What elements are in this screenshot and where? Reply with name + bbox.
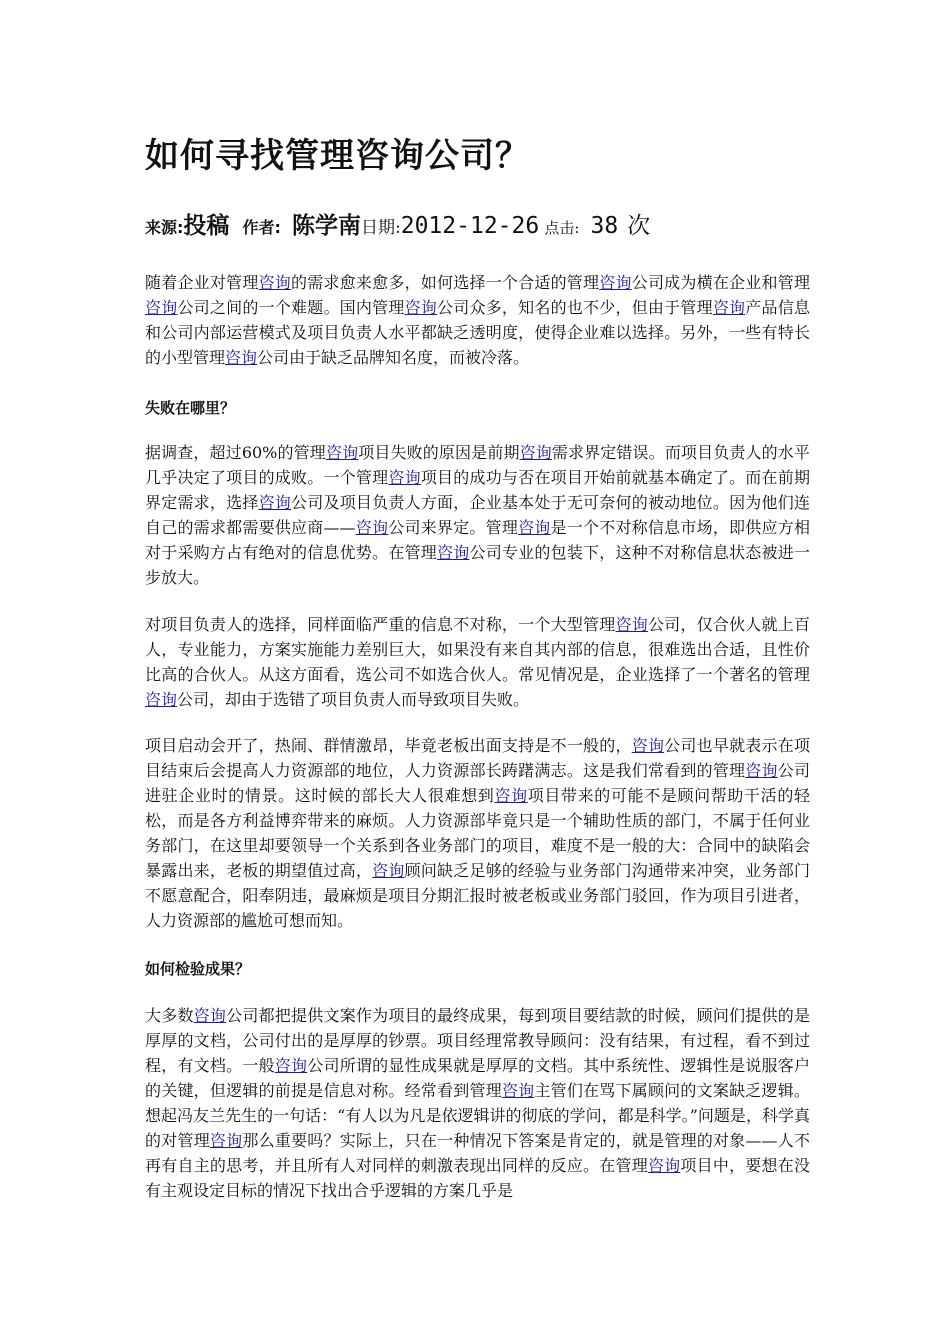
paragraph-intro: 随着企业对管理咨询的需求愈来愈多，如何选择一个合适的管理咨询公司成为横在企业和管理咨询公司之间的一个难题。国内管理咨询公司众多，知名的也不少，但由于管理咨询产品信息和公司内部运营模式及项目负责人水平都缺乏透明度，使得企业难以选择。另外，一些有特长的小型管理咨询公司由于缺乏品牌知名度，而被冷落。 <box>145 273 810 367</box>
consulting-link[interactable]: 咨询 <box>193 1006 227 1025</box>
date-value: 2012-12-26 <box>400 213 540 239</box>
author-label: 作者: <box>242 218 281 237</box>
consulting-link[interactable]: 咨询 <box>258 493 292 512</box>
clicks-unit: 次 <box>627 213 651 239</box>
author-value: 陈学南 <box>292 213 361 239</box>
date-label: 日期: <box>361 218 401 238</box>
consulting-link[interactable]: 咨询 <box>519 443 552 462</box>
source-value: 投稿 <box>183 213 230 239</box>
clicks-label: 点击: <box>544 219 580 237</box>
consulting-link[interactable]: 咨询 <box>209 1131 243 1150</box>
consulting-link[interactable]: 咨询 <box>494 786 528 805</box>
consulting-link[interactable]: 咨询 <box>225 348 258 367</box>
consulting-link[interactable]: 咨询 <box>145 298 178 317</box>
consulting-link[interactable]: 咨询 <box>437 543 470 562</box>
consulting-link[interactable]: 咨询 <box>647 1156 681 1175</box>
consulting-link[interactable]: 咨询 <box>631 736 665 755</box>
paragraph-deliverables: 大多数咨询公司都把提供文案作为项目的最终成果，每到项目要结款的时候，顾问们提供的是厚厚的文档，公司付出的是厚厚的钞票。项目经理常教导顾问：没有结果，有过程，看不到过程，有文档。一般咨询公司所谓的显性成果就是厚厚的文档。其中系统性、逻辑性是说服客户的关键，但逻辑的前提是信息对称。经常看到管理咨询主管们在骂下属顾问的文案缺乏逻辑。想起冯友兰先生的一句话：“有人以为凡是依逻辑讲的彻底的学问，都是科学。”问题是，科学真的对管理咨询那么重要吗？实际上，只在一种情况下答案是肯定的，就是管理的对象——人不再有自主的思考，并且所有人对同样的刺激表现出同样的反应。在管理咨询项目中，要想在没有主观设定目标的情况下找出合乎逻辑的方案几乎是 <box>145 1006 810 1200</box>
consulting-link[interactable]: 咨询 <box>745 761 778 780</box>
consulting-link[interactable]: 咨询 <box>599 273 632 292</box>
paragraph-partner-selection: 对项目负责人的选择，同样面临严重的信息不对称，一个大型管理咨询公司，仅合伙人就上百人，专业能力，方案实施能力差别巨大，如果没有来自其内部的信息，很难选出合适，且性价比高的合伙人。从这方面看，选公司不如选合伙人。常见情况是，企业选择了一个著名的管理咨询公司，却由于选错了项目负责人而导致项目失败。 <box>145 615 810 709</box>
paragraph-survey: 据调查，超过60%的管理咨询项目失败的原因是前期咨询需求界定错误。而项目负责人的水平几乎决定了项目的成败。一个管理咨询项目的成功与否在项目开始前就基本确定了。而在前期界定需求，选择咨询公司及项目负责人方面，企业基本处于无可奈何的被动地位。因为他们连自己的需求都需要供应商——咨询公司来界定。管理咨询是一个不对称信息市场，即供应方相对于采购方占有绝对的信息优势。在管理咨询公司专业的包装下，这种不对称信息状态被进一步放大。 <box>145 443 810 587</box>
consulting-link[interactable]: 咨询 <box>274 1056 308 1075</box>
source-label: 来源: <box>145 218 184 237</box>
consulting-link[interactable]: 咨询 <box>615 615 648 634</box>
article-meta <box>145 207 650 240</box>
section-heading-results: 如何检验成果？ <box>145 960 251 978</box>
consulting-link[interactable]: 咨询 <box>712 298 746 317</box>
consulting-link[interactable]: 咨询 <box>145 690 178 709</box>
consulting-link[interactable]: 咨询 <box>501 1081 535 1100</box>
clicks-value: 38 <box>590 213 619 239</box>
consulting-link[interactable]: 咨询 <box>325 443 359 462</box>
consulting-link[interactable]: 咨询 <box>355 518 389 537</box>
article-title: 如何寻找管理咨询公司？ <box>145 136 530 176</box>
paragraph-project-kickoff: 项目启动会开了，热闹、群情激昂，毕竟老板出面支持是不一般的，咨询公司也早就表示在项目结束后会提高人力资源部的地位，人力资源部长踌躇满志。这是我们常看到的管理咨询公司进驻企业时的情景。这时候的部长大人很难想到咨询项目带来的可能不是顾问帮助干活的轻松，而是各方利益博弈带来的麻烦。人力资源部毕竟只是一个辅助性质的部门，不属于任何业务部门，在这里却要领导一个关系到各业务部门的项目，难度不是一般的大：合同中的缺陷会暴露出来，老板的期望值过高，咨询顾问缺乏足够的经验与业务部门沟通带来冲突，业务部门不愿意配合，阳奉阴违，最麻烦是项目分期汇报时被老板或业务部门驳回，作为项目引进者，人力资源部的尴尬可想而知。 <box>145 736 810 930</box>
consulting-link[interactable]: 咨询 <box>372 861 405 880</box>
consulting-link[interactable]: 咨询 <box>518 518 551 537</box>
consulting-link[interactable]: 咨询 <box>258 273 292 292</box>
consulting-link[interactable]: 咨询 <box>388 468 421 487</box>
consulting-link[interactable]: 咨询 <box>404 298 438 317</box>
section-heading-failure: 失败在哪里？ <box>145 399 236 417</box>
